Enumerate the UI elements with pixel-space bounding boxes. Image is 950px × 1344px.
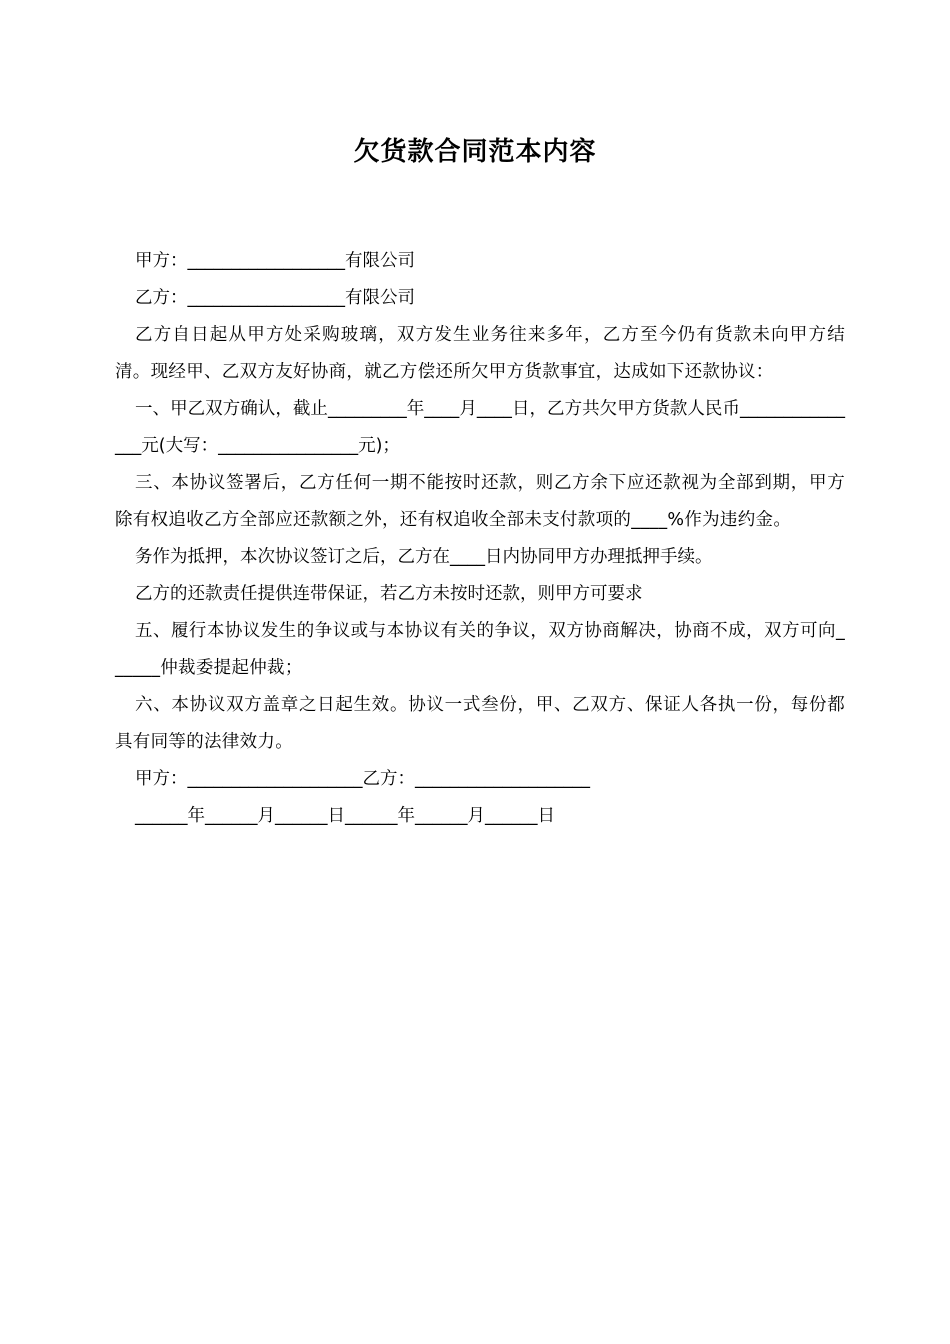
clause-six: 六、本协议双方盖章之日起生效。协议一式叁份，甲、乙双方、保证人各执一份，每份都具有同等的法律效力。 — [115, 695, 845, 752]
document-body — [115, 243, 845, 835]
document-title: 欠货款合同范本内容 — [353, 137, 597, 167]
mortgage-paragraph: 务作为抵押，本次协议签订之后，乙方在____日内协同甲方办理抵押手续。 — [135, 547, 713, 567]
clause-one: 一、甲乙双方确认，截止_________年____月____日，乙方共欠甲方货款人民币_______________元(大写：________________元)； — [115, 399, 845, 456]
party-b-line: 乙方：__________________有限公司 — [135, 288, 415, 308]
guarantee-paragraph: 乙方的还款责任提供连带保证，若乙方未按时还款，则甲方可要求 — [135, 584, 643, 604]
party-a-line: 甲方：__________________有限公司 — [135, 251, 415, 271]
preamble-paragraph: 乙方自日起从甲方处采购玻璃，双方发生业务往来多年，乙方至今仍有货款未向甲方结清。现经甲、乙双方友好协商，就乙方偿还所欠甲方货款事宜，达成如下还款协议： — [115, 325, 845, 382]
clause-five: 五、履行本协议发生的争议或与本协议有关的争议，双方协商解决，协商不成，双方可向______仲裁委提起仲裁； — [115, 621, 845, 678]
clause-three: 三、本协议签署后，乙方任何一期不能按时还款，则乙方余下应还款视为全部到期，甲方除有权追收乙方全部应还款额之外，还有权追收全部未支付款项的____%作为违约金。 — [115, 473, 845, 530]
date-line: ______年______月______日______年______月______日 — [135, 806, 555, 826]
signature-line: 甲方：____________________乙方：____________________ — [135, 769, 590, 789]
